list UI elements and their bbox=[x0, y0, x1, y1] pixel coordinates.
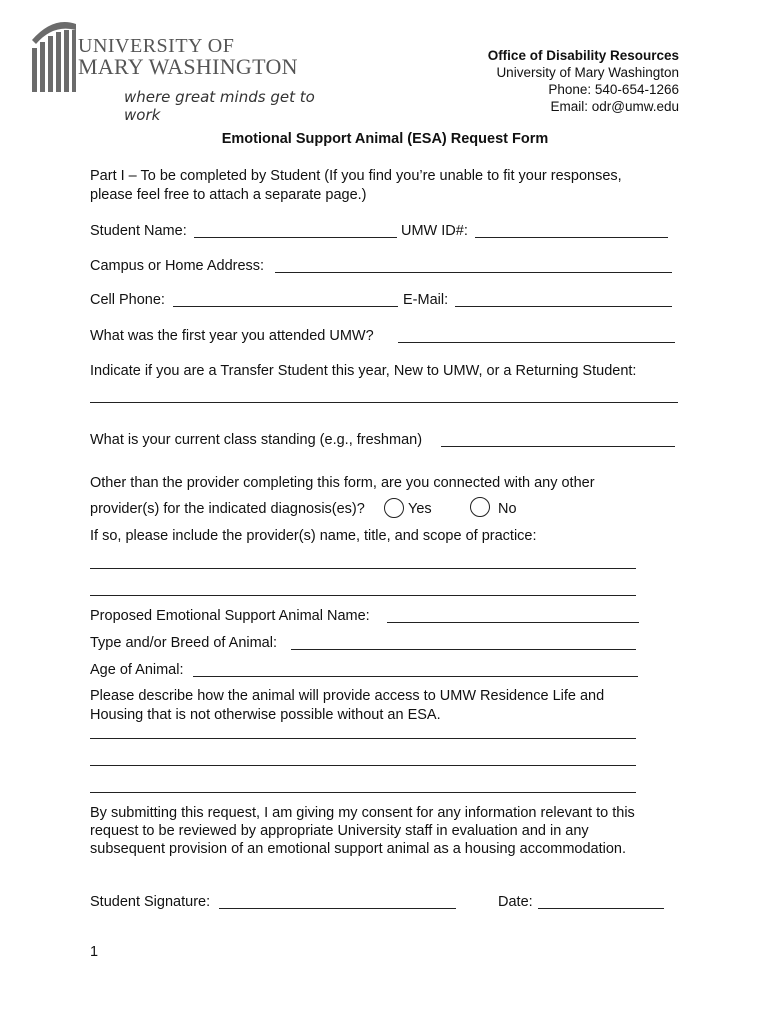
email-label: E-Mail: bbox=[403, 292, 449, 308]
university-logo bbox=[28, 18, 348, 124]
no-radio[interactable] bbox=[470, 497, 490, 517]
provider-question-line2: provider(s) for the indicated diagnosis(es)? bbox=[90, 501, 365, 517]
class-standing-field[interactable] bbox=[441, 446, 675, 447]
logo-tagline: where great minds get to work bbox=[124, 88, 315, 124]
email-field[interactable] bbox=[455, 306, 672, 307]
cell-phone-label: Cell Phone: bbox=[90, 292, 165, 308]
provider-detail-label: If so, please include the provider(s) name, title, and scope of practice: bbox=[90, 528, 537, 544]
cell-phone-field[interactable] bbox=[173, 306, 398, 307]
access-question-line2: Housing that is not otherwise possible without an ESA. bbox=[90, 707, 441, 723]
columns-logo-icon bbox=[28, 18, 78, 96]
part1-intro-line1: Part I – To be completed by Student (If you find you’re unable to fit your responses, bbox=[90, 168, 622, 184]
access-field-1[interactable] bbox=[90, 738, 636, 739]
yes-label: Yes bbox=[408, 501, 432, 517]
animal-age-field[interactable] bbox=[193, 676, 638, 677]
umw-id-label: UMW ID#: bbox=[401, 223, 468, 239]
date-field[interactable] bbox=[538, 908, 664, 909]
office-email: Email: odr@umw.edu bbox=[550, 99, 679, 114]
no-label: No bbox=[498, 501, 517, 517]
access-question-line1: Please describe how the animal will provide access to UMW Residence Life and bbox=[90, 688, 605, 704]
first-year-label: What was the first year you attended UMW? bbox=[90, 328, 374, 344]
date-label: Date: bbox=[498, 894, 533, 910]
first-year-field[interactable] bbox=[398, 342, 675, 343]
consent-line2: request to be reviewed by appropriate University staff in evaluation and in any bbox=[90, 823, 589, 839]
animal-type-field[interactable] bbox=[291, 649, 636, 650]
transfer-field[interactable] bbox=[90, 402, 678, 403]
animal-name-label: Proposed Emotional Support Animal Name: bbox=[90, 608, 370, 624]
signature-field[interactable] bbox=[219, 908, 456, 909]
part1-intro-line2: please feel free to attach a separate page.) bbox=[90, 187, 367, 203]
office-phone: Phone: 540-654-1266 bbox=[548, 82, 679, 97]
address-label: Campus or Home Address: bbox=[90, 258, 265, 274]
logo-line2: MARY WASHINGTON bbox=[78, 54, 298, 79]
address-field[interactable] bbox=[275, 272, 672, 273]
animal-type-label: Type and/or Breed of Animal: bbox=[90, 635, 277, 651]
provider-detail-field-2[interactable] bbox=[90, 595, 636, 596]
transfer-label: Indicate if you are a Transfer Student this year, New to UMW, or a Returning Student: bbox=[90, 363, 637, 379]
class-standing-label: What is your current class standing (e.g., freshman) bbox=[90, 432, 423, 448]
signature-label: Student Signature: bbox=[90, 894, 211, 910]
access-field-3[interactable] bbox=[90, 792, 636, 793]
consent-line1: By submitting this request, I am giving my consent for any information relevant to this bbox=[90, 805, 635, 821]
animal-age-label: Age of Animal: bbox=[90, 662, 184, 678]
office-university: University of Mary Washington bbox=[496, 65, 679, 80]
student-name-label: Student Name: bbox=[90, 223, 187, 239]
access-field-2[interactable] bbox=[90, 765, 636, 766]
office-name: Office of Disability Resources bbox=[487, 48, 679, 63]
page-number: 1 bbox=[90, 944, 99, 960]
yes-radio[interactable] bbox=[384, 498, 404, 518]
form-title: Emotional Support Animal (ESA) Request Form bbox=[221, 131, 549, 147]
provider-question-line1: Other than the provider completing this form, are you connected with any other bbox=[90, 475, 595, 491]
student-name-field[interactable] bbox=[194, 237, 397, 238]
provider-detail-field-1[interactable] bbox=[90, 568, 636, 569]
umw-id-field[interactable] bbox=[475, 237, 668, 238]
animal-name-field[interactable] bbox=[387, 622, 639, 623]
consent-line3: subsequent provision of an emotional support animal as a housing accommodation. bbox=[90, 841, 627, 857]
logo-line1: UNIVERSITY OF bbox=[78, 35, 235, 57]
office-info bbox=[488, 47, 679, 115]
